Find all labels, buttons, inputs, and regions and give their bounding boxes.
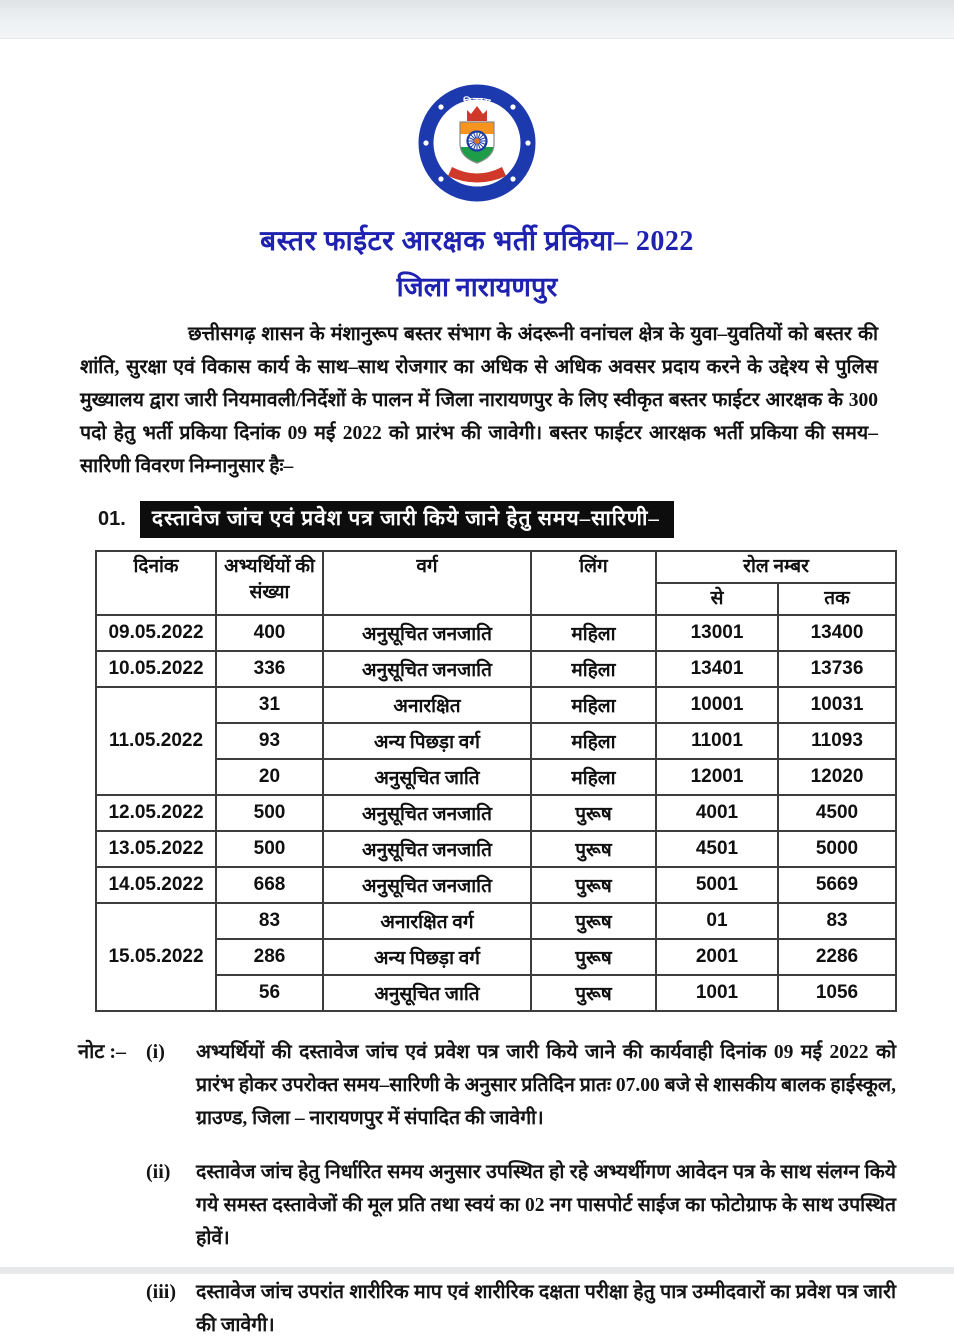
cell-gender: महिला	[531, 651, 656, 687]
doc-subtitle: जिला नारायणपुर	[396, 272, 558, 302]
table-header-row-1	[96, 551, 896, 583]
cell-roll-from: 5001	[656, 867, 778, 903]
cell-count: 400	[216, 615, 323, 651]
cell-roll-to: 4500	[778, 795, 896, 831]
table-row	[96, 939, 896, 975]
viewer-top-band	[0, 0, 954, 39]
cell-roll-from: 11001	[656, 723, 778, 759]
cell-gender: महिला	[531, 723, 656, 759]
table-row	[96, 975, 896, 1011]
note-marker: (i)	[146, 1041, 165, 1063]
cell-roll-from: 4501	[656, 831, 778, 867]
cell-roll-to: 2286	[778, 939, 896, 975]
note-item	[78, 1036, 896, 1135]
cell-category: अनुसूचित जाति	[323, 975, 531, 1011]
section-number: 01.	[98, 508, 126, 530]
document-page	[0, 39, 954, 1336]
cell-gender: महिला	[531, 687, 656, 723]
note-text: दस्तावेज जांच हेतु निर्धारित समय अनुसार उपस्थित हो रहे अभ्यर्थीगण आवेदन पत्र के साथ संलग्न किये गये समस्त दस्तावेजों की मूल प्रति तथा स्वयं का 02 नग पासपोर्ट साईज का फोटोग्राफ के साथ उपस्थित होवें।	[196, 1162, 896, 1249]
note-text: अभ्यर्थियों की दस्तावेज जांच एवं प्रवेश पत्र जारी किये जाने की कार्यवाही दिनांक 09 मई 2022 को प्रारंभ होकर उपरोक्त समय–सारिणी के अनुसार प्रतिदिन प्रातः 07.00 बजे से शासकीय बालक हाईस्कूल, ग्राउण्ड, जिला – नारायणपुर में संपादित की जावेगी।	[196, 1042, 896, 1129]
cell-category: अनुसूचित जनजाति	[323, 867, 531, 903]
table-row	[96, 867, 896, 903]
section-title: दस्तावेज जांच एवं प्रवेश पत्र जारी किये जाने हेतु समय–सारिणी–	[140, 501, 674, 538]
cell-gender: महिला	[531, 615, 656, 651]
schedule-table	[95, 550, 897, 1012]
cell-roll-to: 12020	[778, 759, 896, 795]
header-count: अभ्यर्थियों की संख्या	[216, 551, 323, 615]
cell-roll-to: 11093	[778, 723, 896, 759]
table-row	[96, 615, 896, 651]
cell-category: अनारक्षित वर्ग	[323, 903, 531, 939]
viewer-bottom-band	[0, 1267, 954, 1274]
cell-roll-to: 5000	[778, 831, 896, 867]
header-roll-from: से	[656, 583, 778, 615]
header-category: वर्ग	[323, 551, 531, 615]
cell-roll-to: 13736	[778, 651, 896, 687]
cell-date: 09.05.2022	[96, 615, 216, 651]
cell-date: 11.05.2022	[96, 687, 216, 795]
cell-category: अनुसूचित जनजाति	[323, 651, 531, 687]
cell-count: 31	[216, 687, 323, 723]
table-row	[96, 831, 896, 867]
header-roll: रोल नम्बर	[656, 551, 896, 583]
note-marker: (iii)	[146, 1281, 176, 1303]
cell-roll-to: 5669	[778, 867, 896, 903]
cell-roll-from: 01	[656, 903, 778, 939]
intro-paragraph: छत्तीसगढ़ शासन के मंशानुरूप बस्तर संभाग के अंदरूनी वनांचल क्षेत्र के युवा–युवतियों को बस्तर की शांति, सुरक्षा एवं विकास कार्य के साथ–साथ रोजगार का अधिक से अधिक अवसर प्रदाय करने के उद्देश्य से पुलिस मुख्यालय द्वारा जारी नियमावली/निर्देशों के पालन में जिला नारायणपुर के लिए स्वीकृत बस्तर फाईटर आरक्षक के 300 पदो हेतु भर्ती प्रकिया दिनांक 09 मई 2022 को प्रारंभ की जावेगी। बस्तर फाईटर आरक्षक भर्ती प्रकिया की समय–सारिणी विवरण निम्नानुसार हैः–	[80, 324, 878, 477]
cell-count: 668	[216, 867, 323, 903]
cell-date: 15.05.2022	[96, 903, 216, 1011]
note-label: नोट :–	[78, 1041, 127, 1063]
cell-roll-to: 13400	[778, 615, 896, 651]
header-roll-to: तक	[778, 583, 896, 615]
note-item	[78, 1276, 896, 1342]
header-date: दिनांक	[96, 551, 216, 615]
cell-gender: पुरूष	[531, 939, 656, 975]
cell-gender: पुरूष	[531, 867, 656, 903]
logo-top-text: विकास	[462, 96, 492, 109]
cell-count: 286	[216, 939, 323, 975]
cell-roll-to: 83	[778, 903, 896, 939]
section-heading	[98, 501, 954, 538]
cell-count: 336	[216, 651, 323, 687]
cell-count: 83	[216, 903, 323, 939]
note-text: दस्तावेज जांच उपरांत शारीरिक माप एवं शारीरिक दक्षता परीक्षा हेतु पात्र उम्मीदवारों का प्रवेश पत्र जारी की जावेगी।	[196, 1282, 896, 1336]
note-label	[78, 1276, 146, 1342]
cell-gender: पुरूष	[531, 975, 656, 1011]
cell-count: 93	[216, 723, 323, 759]
cell-date: 10.05.2022	[96, 651, 216, 687]
cell-count: 20	[216, 759, 323, 795]
cell-roll-from: 1001	[656, 975, 778, 1011]
cell-roll-to: 10031	[778, 687, 896, 723]
note-item	[78, 1156, 896, 1255]
cell-category: अनुसूचित जनजाति	[323, 615, 531, 651]
cell-category: अनुसूचित जनजाति	[323, 831, 531, 867]
cell-roll-from: 13401	[656, 651, 778, 687]
cell-gender: पुरूष	[531, 795, 656, 831]
cell-gender: महिला	[531, 759, 656, 795]
cell-count: 56	[216, 975, 323, 1011]
cell-roll-from: 10001	[656, 687, 778, 723]
cell-roll-from: 4001	[656, 795, 778, 831]
table-row	[96, 687, 896, 723]
notes-section	[78, 1036, 896, 1342]
doc-title: बस्तर फाईटर आरक्षक भर्ती प्रकिया– 2022	[260, 226, 694, 257]
cell-category: अन्य पिछड़ा वर्ग	[323, 723, 531, 759]
cell-date: 14.05.2022	[96, 867, 216, 903]
police-logo-graphic	[410, 83, 544, 205]
logo-chakra-icon	[468, 132, 487, 151]
note-label	[78, 1156, 146, 1255]
police-logo	[0, 39, 954, 205]
schedule-table-body	[96, 615, 896, 1011]
table-row	[96, 795, 896, 831]
note-marker: (ii)	[146, 1161, 171, 1183]
table-row	[96, 723, 896, 759]
cell-roll-from: 2001	[656, 939, 778, 975]
header-gender: लिंग	[531, 551, 656, 615]
cell-count: 500	[216, 831, 323, 867]
cell-date: 12.05.2022	[96, 795, 216, 831]
cell-gender: पुरूष	[531, 903, 656, 939]
cell-category: अनुसूचित जनजाति	[323, 795, 531, 831]
cell-date: 13.05.2022	[96, 831, 216, 867]
cell-count: 500	[216, 795, 323, 831]
table-row	[96, 903, 896, 939]
cell-category: अन्य पिछड़ा वर्ग	[323, 939, 531, 975]
cell-gender: पुरूष	[531, 831, 656, 867]
table-row	[96, 759, 896, 795]
cell-category: अनारक्षित	[323, 687, 531, 723]
cell-roll-from: 12001	[656, 759, 778, 795]
cell-roll-from: 13001	[656, 615, 778, 651]
cell-category: अनुसूचित जाति	[323, 759, 531, 795]
table-row	[96, 651, 896, 687]
cell-roll-to: 1056	[778, 975, 896, 1011]
